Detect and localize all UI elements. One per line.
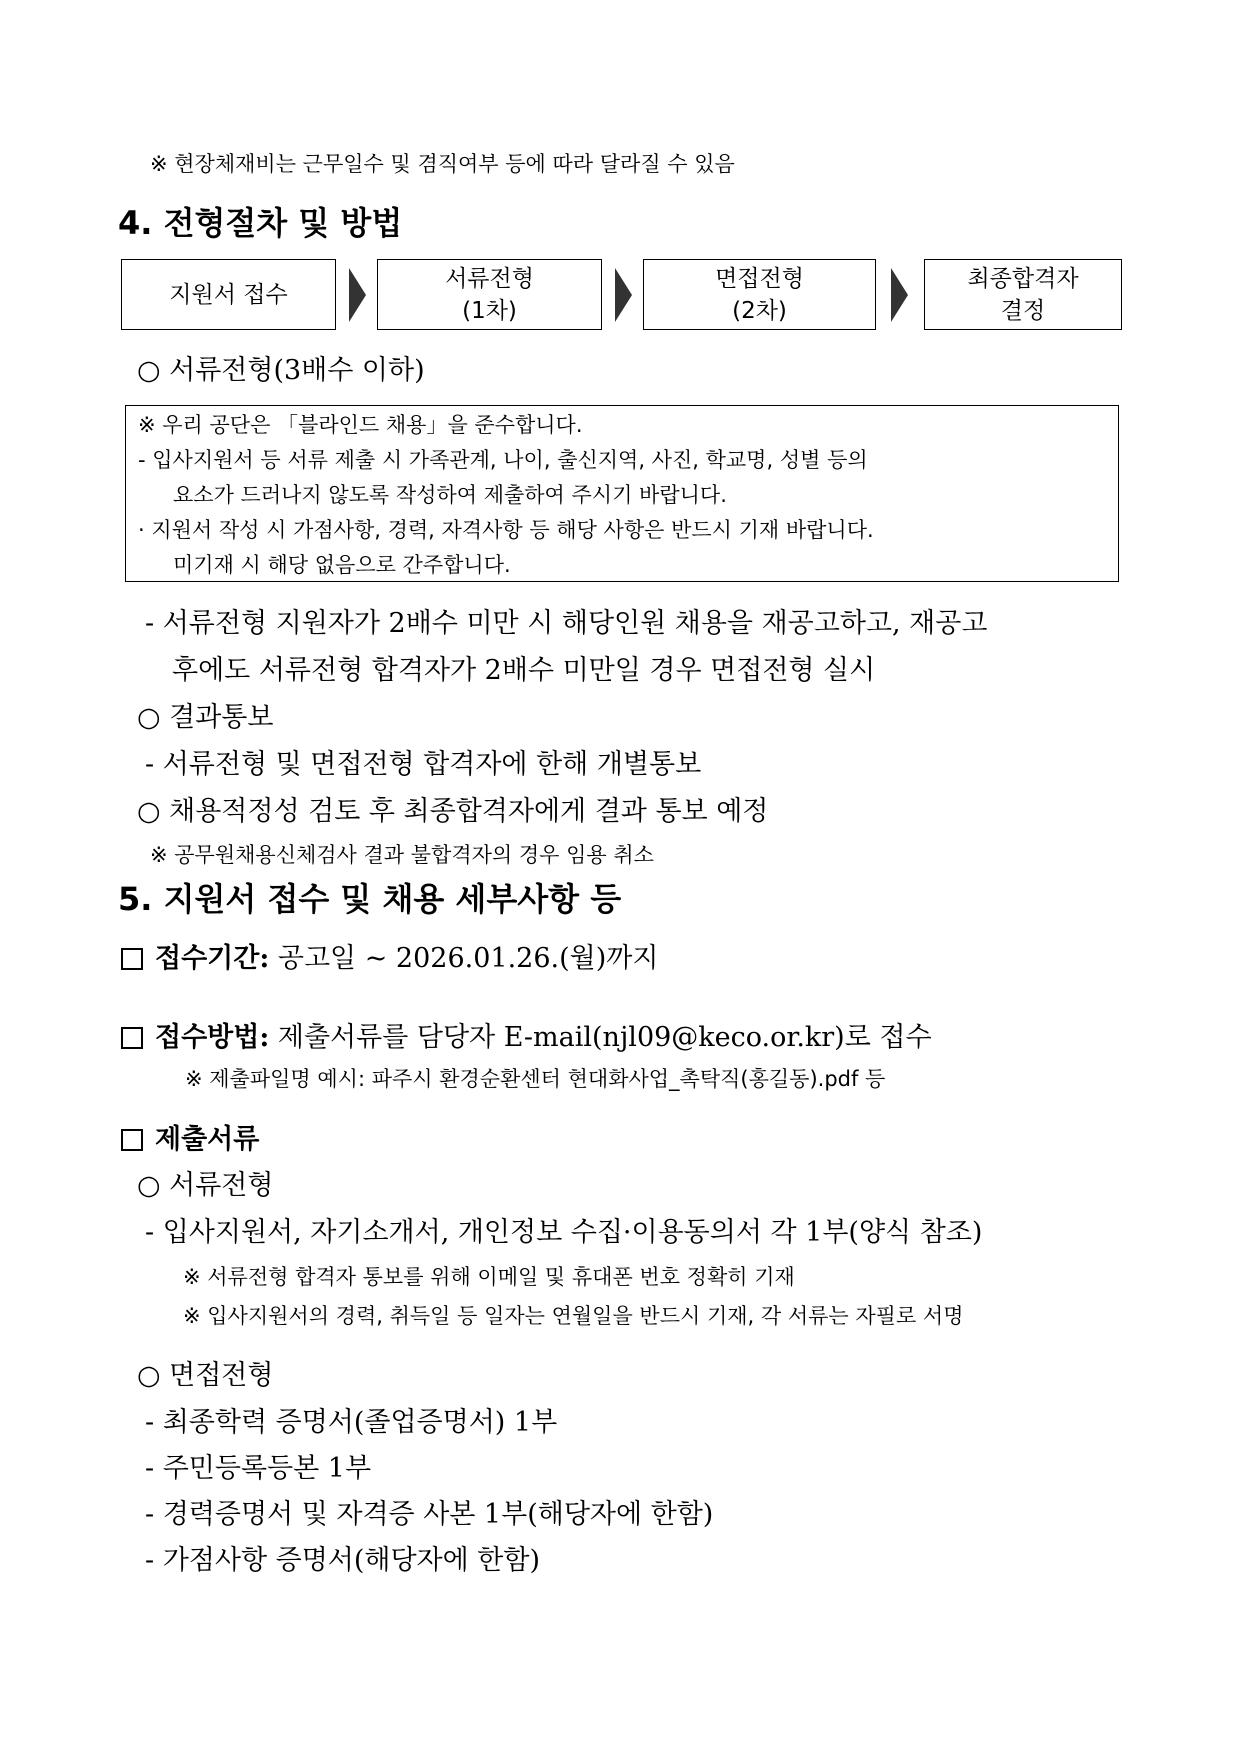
- notice-line: 미기재 시 해당 없음으로 간주합니다.: [173, 553, 511, 577]
- doc-stage-title: ○ 서류전형: [137, 1170, 274, 1201]
- checkbox-square-icon: [121, 1027, 143, 1049]
- doc-stage-note: ※ 입사지원서의 경력, 취득일 등 일자는 연월일을 반드시 기재, 각 서류는 자필로 서명: [183, 1304, 964, 1328]
- step-sublabel: 결정: [1000, 297, 1046, 324]
- interview-title: ○ 면접전형: [137, 1360, 274, 1391]
- section4-heading: 4. 전형절차 및 방법: [118, 204, 403, 242]
- interview-item: - 최종학력 증명서(졸업증명서) 1부: [145, 1407, 558, 1438]
- arrow-right-icon: [349, 268, 366, 322]
- notice-line: - 입사지원서 등 서류 제출 시 가족관계, 나이, 출신지역, 사진, 학교명, 성별 등의: [138, 448, 868, 472]
- reannounce-line1: - 서류전형 지원자가 2배수 미만 시 해당인원 채용을 재공고하고, 재공고: [145, 608, 988, 639]
- step-application: [121, 259, 336, 330]
- checkbox-square-icon: [121, 1129, 143, 1151]
- interview-item: - 주민등록등본 1부: [145, 1453, 372, 1484]
- notice-line: · 지원서 작성 시 가점사항, 경력, 자격사항 등 해당 사항은 반드시 기재 바랍니다.: [138, 518, 874, 542]
- period-row: [121, 936, 658, 975]
- doc-stage-item: - 입사지원서, 자기소개서, 개인정보 수집·이용동의서 각 1부(양식 참조): [145, 1217, 983, 1248]
- step-label: 서류전형: [445, 265, 534, 292]
- step-label: 지원서 접수: [169, 281, 288, 308]
- section5-heading: 5. 지원서 접수 및 채용 세부사항 등: [118, 880, 622, 918]
- step-document-screening: [377, 259, 602, 330]
- period-value: 공고일 ~ 2026.01.26.(월)까지: [277, 943, 659, 974]
- interview-item: - 경력증명서 및 자격증 사본 1부(해당자에 한함): [145, 1499, 714, 1530]
- checkbox-square-icon: [121, 948, 143, 970]
- suitability-line: ○ 채용적정성 검토 후 최종합격자에게 결과 통보 예정: [137, 796, 769, 827]
- step-sublabel: (2차): [732, 297, 787, 324]
- interview-item: - 가점사항 증명서(해당자에 한함): [145, 1545, 541, 1576]
- health-note: ※ 공무원채용신체검사 결과 불합격자의 경우 임용 취소: [150, 843, 654, 867]
- period-label: 접수기간:: [155, 943, 270, 974]
- notice-line: 요소가 드러나지 않도록 작성하여 제출하여 주시기 바랍니다.: [173, 483, 727, 507]
- method-value: 제출서류를 담당자 E-mail(njl09@keco.or.kr)로 접수: [277, 1022, 932, 1053]
- blind-recruitment-notice: [125, 405, 1119, 582]
- top-note: ※ 현장체재비는 근무일수 및 겸직여부 등에 따라 달라질 수 있음: [150, 152, 735, 176]
- method-row: [121, 1015, 932, 1054]
- doc-stage-note: ※ 서류전형 합격자 통보를 위해 이메일 및 휴대폰 번호 정확히 기재: [183, 1265, 795, 1289]
- reannounce-line2: 후에도 서류전형 합격자가 2배수 미만일 경우 면접전형 실시: [172, 655, 876, 686]
- method-label: 접수방법:: [155, 1022, 270, 1053]
- filename-note: ※ 제출파일명 예시: 파주시 환경순환센터 현대화사업_촉탁직(홍길동).pdf 등: [185, 1067, 886, 1091]
- step-interview: [643, 259, 876, 330]
- result-item: - 서류전형 및 면접전형 합격자에 한해 개별통보: [145, 749, 702, 780]
- docs-label: 제출서류: [155, 1124, 260, 1155]
- step-label: 최종합격자: [967, 265, 1079, 292]
- result-title: ○ 결과통보: [137, 702, 274, 733]
- arrow-right-icon: [891, 268, 908, 322]
- step-final-decision: [924, 259, 1122, 330]
- step-sublabel: (1차): [462, 297, 517, 324]
- notice-line: ※ 우리 공단은 「블라인드 채용」을 준수합니다.: [138, 413, 583, 437]
- docs-row: [121, 1117, 259, 1156]
- step-label: 면접전형: [715, 265, 804, 292]
- doc-screening-title: ○ 서류전형(3배수 이하): [137, 355, 425, 386]
- arrow-right-icon: [615, 268, 632, 322]
